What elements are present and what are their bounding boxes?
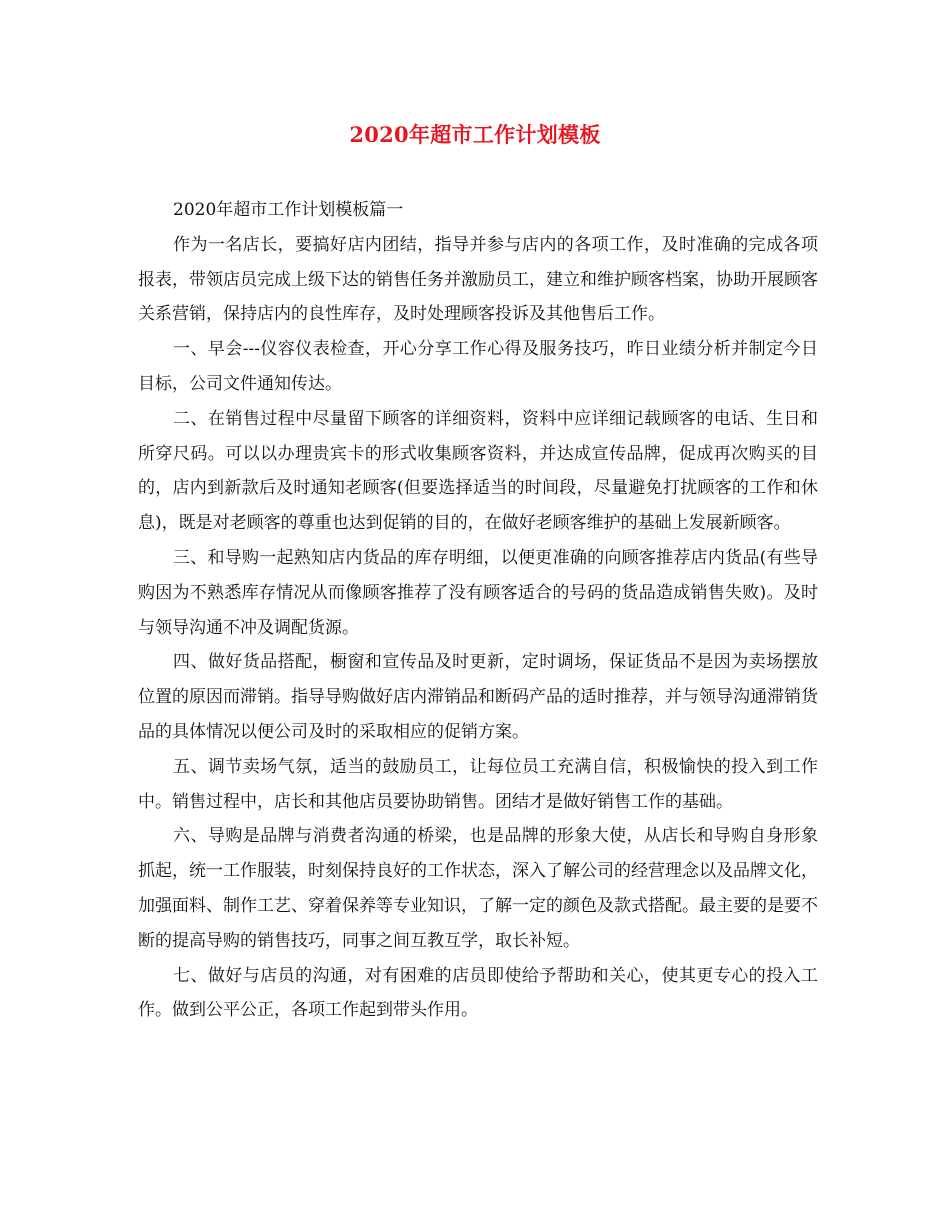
document-body	[138, 193, 818, 1028]
document-title: 2020年超市工作计划模板	[349, 122, 601, 147]
paragraph-item-2: 二、在销售过程中尽量留下顾客的详细资料，资料中应详细记载顾客的电话、生日和所穿尺码。可以以办理贵宾卡的形式收集顾客资料，并达成宣传品牌，促成再次购买的目的，店内到新款后及时通知老顾客(但要选择适当的时间段，尽量避免打扰顾客的工作和休息)，既是对老顾客的尊重也达到促销的目的，在做好老顾客维护的基础上发展新顾客。	[138, 408, 818, 534]
paragraph-item-6: 六、导购是品牌与消费者沟通的桥梁，也是品牌的形象大使，从店长和导购自身形象抓起，统一工作服装，时刻保持良好的工作状态，深入了解公司的经营理念以及品牌文化，加强面料、制作工艺、穿着保养等专业知识，了解一定的颜色及款式搭配。最主要的是要不断的提高导购的销售技巧，同事之间互教互学，取长补短。	[138, 826, 818, 951]
paragraph-item-3: 三、和导购一起熟知店内货品的库存明细，以便更准确的向顾客推荐店内货品(有些导购因为不熟悉库存情况从而像顾客推荐了没有顾客适合的号码的货品造成销售失败)。及时与领导沟通不冲及调配货源。	[138, 547, 818, 638]
paragraph-item-5: 五、调节卖场气氛，适当的鼓励员工，让每位员工充满自信，积极愉快的投入到工作中。销售过程中，店长和其他店员要协助销售。团结才是做好销售工作的基础。	[138, 756, 818, 812]
paragraph-item-1: 一、早会---仪容仪表检查，开心分享工作心得及服务技巧，昨日业绩分析并制定今日目标，公司文件通知传达。	[138, 339, 818, 394]
paragraph-intro: 作为一名店长，要搞好店内团结，指导并参与店内的各项工作，及时准确的完成各项报表，带领店员完成上级下达的销售任务并激励员工，建立和维护顾客档案，协助开展顾客关系营销，保持店内的良性库存，及时处理顾客投诉及其他售后工作。	[138, 234, 818, 325]
section-heading: 2020年超市工作计划模板篇一	[173, 200, 404, 220]
paragraph-item-7: 七、做好与店员的沟通，对有困难的店员即使给予帮助和关心，使其更专心的投入工作。做到公平公正，各项工作起到带头作用。	[138, 965, 818, 1021]
paragraph-item-4: 四、做好货品搭配，橱窗和宣传品及时更新，定时调场，保证货品不是因为卖场摆放位置的原因而滞销。指导导购做好店内滞销品和断码产品的适时推荐，并与领导沟通滞销货品的具体情况以便公司及时的采取相应的促销方案。	[138, 652, 818, 742]
